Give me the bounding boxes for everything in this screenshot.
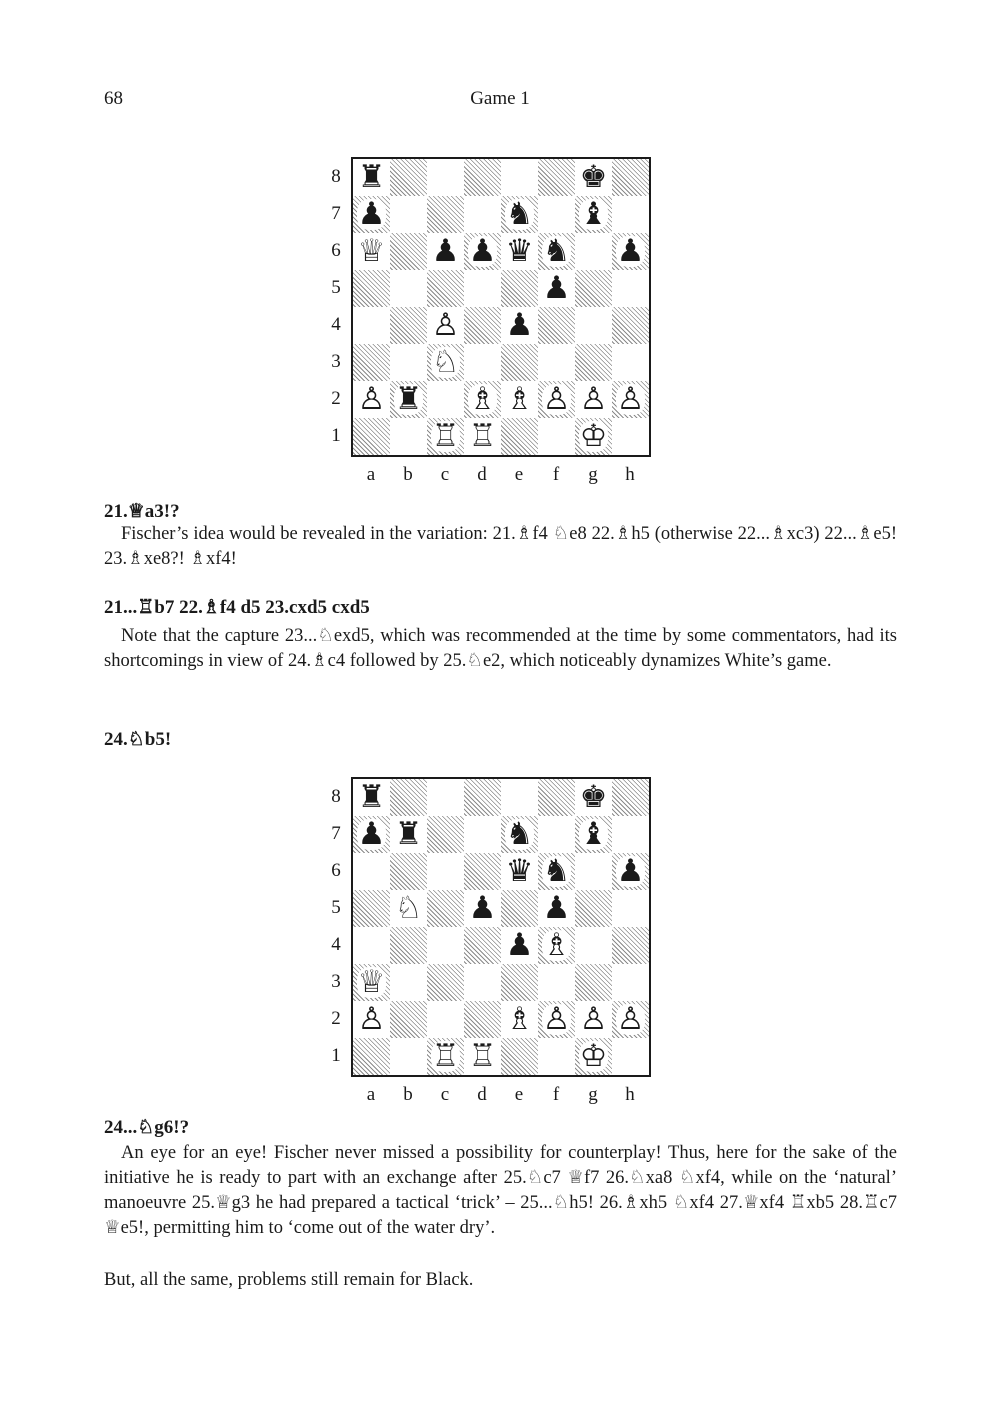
square-a4 <box>353 307 390 344</box>
square-e4 <box>501 927 538 964</box>
chess-piece-icon: ♙ <box>579 1001 608 1037</box>
chess-piece-icon: ♞ <box>542 233 571 269</box>
square-e7 <box>501 816 538 853</box>
square-d3 <box>464 344 501 381</box>
chess-piece-icon: ♜ <box>394 816 423 852</box>
square-h1 <box>612 1038 649 1075</box>
file-label: a <box>366 464 376 485</box>
square-h8 <box>612 779 649 816</box>
chess-piece-icon: ♔ <box>579 1038 608 1074</box>
file-label: h <box>625 464 635 485</box>
square-b6 <box>390 853 427 890</box>
square-d2 <box>464 1001 501 1038</box>
rank-label: 7 <box>331 203 341 224</box>
chess-piece-icon: ♞ <box>542 853 571 889</box>
square-h6 <box>612 853 649 890</box>
chess-piece-icon: ♘ <box>431 344 460 380</box>
square-h4 <box>612 927 649 964</box>
square-a1 <box>353 418 390 455</box>
square-e7 <box>501 196 538 233</box>
square-e1 <box>501 418 538 455</box>
file-label: c <box>440 1084 450 1105</box>
square-g1 <box>575 1038 612 1075</box>
square-c5 <box>427 270 464 307</box>
move-heading-1: 21.♕a3!? <box>104 501 180 522</box>
square-a3 <box>353 344 390 381</box>
square-g6 <box>575 233 612 270</box>
square-g7 <box>575 196 612 233</box>
chess-diagram-1 <box>320 152 660 497</box>
square-c7 <box>427 816 464 853</box>
chess-piece-icon: ♙ <box>542 1001 571 1037</box>
square-c1 <box>427 418 464 455</box>
square-a5 <box>353 890 390 927</box>
file-label: e <box>514 1084 524 1105</box>
square-e6 <box>501 233 538 270</box>
square-f6 <box>538 233 575 270</box>
square-e3 <box>501 344 538 381</box>
square-a6 <box>353 233 390 270</box>
chess-piece-icon: ♕ <box>357 964 386 1000</box>
square-f4 <box>538 927 575 964</box>
file-label: f <box>552 1084 560 1105</box>
chessboard <box>351 777 651 1077</box>
square-b8 <box>390 159 427 196</box>
square-f3 <box>538 344 575 381</box>
square-e8 <box>501 779 538 816</box>
square-b3 <box>390 344 427 381</box>
chess-piece-icon: ♝ <box>579 196 608 232</box>
chess-piece-icon: ♗ <box>542 927 571 963</box>
square-g5 <box>575 890 612 927</box>
square-a2 <box>353 381 390 418</box>
chess-piece-icon: ♘ <box>394 890 423 926</box>
rank-label: 7 <box>331 823 341 844</box>
square-d6 <box>464 233 501 270</box>
square-b5 <box>390 890 427 927</box>
square-f7 <box>538 196 575 233</box>
chess-piece-icon: ♚ <box>579 779 608 815</box>
chess-piece-icon: ♙ <box>357 1001 386 1037</box>
chess-diagram-2 <box>320 772 660 1117</box>
square-a5 <box>353 270 390 307</box>
square-d5 <box>464 270 501 307</box>
square-c6 <box>427 853 464 890</box>
square-b4 <box>390 927 427 964</box>
rank-label: 6 <box>331 240 341 261</box>
chess-piece-icon: ♖ <box>431 418 460 454</box>
square-d1 <box>464 1038 501 1075</box>
square-a8 <box>353 159 390 196</box>
chess-piece-icon: ♞ <box>505 816 534 852</box>
chess-piece-icon: ♛ <box>505 233 534 269</box>
square-g6 <box>575 853 612 890</box>
square-e2 <box>501 381 538 418</box>
square-d2 <box>464 381 501 418</box>
square-b7 <box>390 196 427 233</box>
square-d5 <box>464 890 501 927</box>
square-e5 <box>501 270 538 307</box>
square-e3 <box>501 964 538 1001</box>
file-label: h <box>625 1084 635 1105</box>
square-c3 <box>427 964 464 1001</box>
square-d4 <box>464 927 501 964</box>
chess-piece-icon: ♙ <box>357 381 386 417</box>
chess-piece-icon: ♟ <box>431 233 460 269</box>
square-b2 <box>390 381 427 418</box>
rank-label: 2 <box>331 1008 341 1029</box>
square-f2 <box>538 1001 575 1038</box>
chess-piece-icon: ♗ <box>468 381 497 417</box>
square-b3 <box>390 964 427 1001</box>
square-c8 <box>427 159 464 196</box>
square-a8 <box>353 779 390 816</box>
square-g2 <box>575 381 612 418</box>
square-a6 <box>353 853 390 890</box>
chess-piece-icon: ♗ <box>505 381 534 417</box>
chess-piece-icon: ♟ <box>468 233 497 269</box>
file-label: d <box>477 1084 487 1105</box>
move-heading-4: 24...♘g6!? <box>104 1117 190 1138</box>
square-h1 <box>612 418 649 455</box>
chessboard <box>351 157 651 457</box>
square-b4 <box>390 307 427 344</box>
square-c5 <box>427 890 464 927</box>
chess-piece-icon: ♟ <box>505 307 534 343</box>
square-b1 <box>390 418 427 455</box>
square-h2 <box>612 1001 649 1038</box>
square-a4 <box>353 927 390 964</box>
file-label: a <box>366 1084 376 1105</box>
square-d1 <box>464 418 501 455</box>
square-c2 <box>427 381 464 418</box>
square-g3 <box>575 964 612 1001</box>
square-f2 <box>538 381 575 418</box>
chess-piece-icon: ♙ <box>431 307 460 343</box>
file-label: f <box>552 464 560 485</box>
square-a3 <box>353 964 390 1001</box>
square-e1 <box>501 1038 538 1075</box>
square-f8 <box>538 159 575 196</box>
chess-piece-icon: ♙ <box>616 381 645 417</box>
square-b6 <box>390 233 427 270</box>
chess-piece-icon: ♖ <box>431 1038 460 1074</box>
rank-label: 5 <box>331 277 341 298</box>
square-g4 <box>575 927 612 964</box>
square-e5 <box>501 890 538 927</box>
square-c2 <box>427 1001 464 1038</box>
rank-label: 3 <box>331 351 341 372</box>
square-g5 <box>575 270 612 307</box>
square-g8 <box>575 779 612 816</box>
square-c4 <box>427 927 464 964</box>
square-a7 <box>353 196 390 233</box>
square-g7 <box>575 816 612 853</box>
chess-piece-icon: ♟ <box>357 816 386 852</box>
commentary-paragraph-4: But, all the same, problems still remain for Black. <box>104 1270 474 1290</box>
chess-piece-icon: ♟ <box>505 927 534 963</box>
square-h3 <box>612 344 649 381</box>
move-heading-3: 24.♘b5! <box>104 729 172 750</box>
square-e8 <box>501 159 538 196</box>
commentary-paragraph-3: An eye for an eye! Fischer never missed a possibility for counterplay! Thus, here for the sake of the initiative he is ready to part with an exchange after 25.♘c7 ♕f7 26.♘xa8 ♘xf4, while on the ‘natural’ manoeuvre 25.♕g3 he had prepared a tactical ‘trick’ – 25...♘h5! 26.♗xh5 ♘xf4 27.♕xf4 ♖xb5 28.♖c7 ♕e5!, permitting him to ‘come out of the water dry’. <box>104 1143 897 1238</box>
rank-label: 1 <box>331 1045 341 1066</box>
chess-piece-icon: ♛ <box>505 853 534 889</box>
square-d7 <box>464 816 501 853</box>
square-h5 <box>612 270 649 307</box>
square-c4 <box>427 307 464 344</box>
rank-label: 4 <box>331 934 341 955</box>
chess-piece-icon: ♗ <box>505 1001 534 1037</box>
square-g3 <box>575 344 612 381</box>
square-d3 <box>464 964 501 1001</box>
square-b2 <box>390 1001 427 1038</box>
rank-label: 1 <box>331 425 341 446</box>
square-f5 <box>538 890 575 927</box>
square-h8 <box>612 159 649 196</box>
square-a7 <box>353 816 390 853</box>
chess-piece-icon: ♚ <box>579 159 608 195</box>
file-label: d <box>477 464 487 485</box>
file-label: g <box>588 1084 598 1105</box>
square-b8 <box>390 779 427 816</box>
chess-piece-icon: ♜ <box>357 159 386 195</box>
commentary-paragraph-1: Fischer’s idea would be revealed in the variation: 21.♗f4 ♘e8 22.♗h5 (otherwise 22...♗xc3) 22...♗e5! 23.♗xe8?! ♗xf4! <box>104 524 897 569</box>
chess-piece-icon: ♜ <box>357 779 386 815</box>
square-g1 <box>575 418 612 455</box>
square-b1 <box>390 1038 427 1075</box>
chess-piece-icon: ♖ <box>468 1038 497 1074</box>
page-number: 68 <box>104 88 123 109</box>
rank-label: 4 <box>331 314 341 335</box>
file-label: c <box>440 464 450 485</box>
rank-label: 8 <box>331 786 341 807</box>
chess-piece-icon: ♟ <box>357 196 386 232</box>
square-a1 <box>353 1038 390 1075</box>
square-a2 <box>353 1001 390 1038</box>
square-b7 <box>390 816 427 853</box>
rank-label: 8 <box>331 166 341 187</box>
square-e6 <box>501 853 538 890</box>
square-f7 <box>538 816 575 853</box>
square-h7 <box>612 196 649 233</box>
square-f5 <box>538 270 575 307</box>
chess-piece-icon: ♔ <box>579 418 608 454</box>
square-d8 <box>464 779 501 816</box>
square-g2 <box>575 1001 612 1038</box>
square-f8 <box>538 779 575 816</box>
square-e2 <box>501 1001 538 1038</box>
square-f1 <box>538 1038 575 1075</box>
chess-piece-icon: ♙ <box>616 1001 645 1037</box>
square-b5 <box>390 270 427 307</box>
file-label: b <box>403 464 413 485</box>
square-h7 <box>612 816 649 853</box>
square-d7 <box>464 196 501 233</box>
chess-piece-icon: ♞ <box>505 196 534 232</box>
chess-piece-icon: ♟ <box>542 270 571 306</box>
chess-piece-icon: ♕ <box>357 233 386 269</box>
file-label: g <box>588 464 598 485</box>
square-c7 <box>427 196 464 233</box>
square-c6 <box>427 233 464 270</box>
chess-piece-icon: ♟ <box>468 890 497 926</box>
square-g4 <box>575 307 612 344</box>
square-f1 <box>538 418 575 455</box>
rank-label: 5 <box>331 897 341 918</box>
chess-piece-icon: ♟ <box>542 890 571 926</box>
move-heading-2: 21...♖b7 22.♗f4 d5 23.cxd5 cxd5 <box>104 597 370 618</box>
square-d6 <box>464 853 501 890</box>
square-h5 <box>612 890 649 927</box>
file-label: e <box>514 464 524 485</box>
file-label: b <box>403 1084 413 1105</box>
square-c3 <box>427 344 464 381</box>
chess-piece-icon: ♜ <box>394 381 423 417</box>
rank-label: 6 <box>331 860 341 881</box>
square-h3 <box>612 964 649 1001</box>
chess-piece-icon: ♙ <box>542 381 571 417</box>
commentary-paragraph-2: Note that the capture 23...♘exd5, which was recommended at the time by some commentators, had its shortcomings in view of 24.♗c4 followed by 25.♘e2, which noticeably dynamizes White’s game. <box>104 626 897 671</box>
square-h4 <box>612 307 649 344</box>
square-f6 <box>538 853 575 890</box>
square-d8 <box>464 159 501 196</box>
square-d4 <box>464 307 501 344</box>
square-h6 <box>612 233 649 270</box>
running-title: Game 1 <box>470 88 530 109</box>
square-f4 <box>538 307 575 344</box>
square-f3 <box>538 964 575 1001</box>
chess-piece-icon: ♝ <box>579 816 608 852</box>
rank-label: 2 <box>331 388 341 409</box>
square-h2 <box>612 381 649 418</box>
chess-piece-icon: ♟ <box>616 853 645 889</box>
square-c8 <box>427 779 464 816</box>
square-g8 <box>575 159 612 196</box>
square-e4 <box>501 307 538 344</box>
square-c1 <box>427 1038 464 1075</box>
chess-piece-icon: ♟ <box>616 233 645 269</box>
chess-piece-icon: ♙ <box>579 381 608 417</box>
chess-piece-icon: ♖ <box>468 418 497 454</box>
rank-label: 3 <box>331 971 341 992</box>
